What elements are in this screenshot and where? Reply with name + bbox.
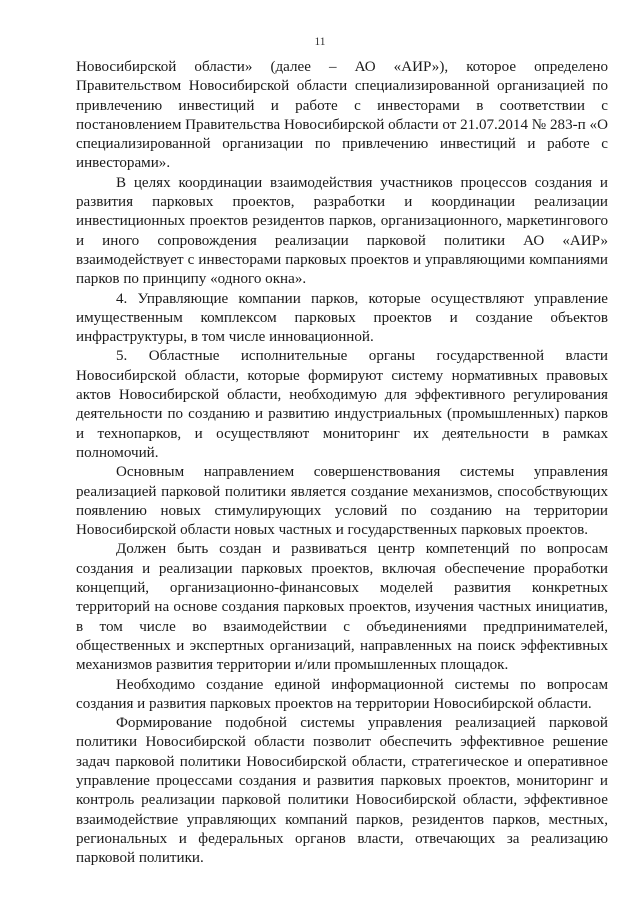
paragraph: Основным направлением совершенствования системы управления реализацией парковой политики является создание механизмов, способствующих появлению новых стимулирующих условий по созданию на территории Новосибирской области новых частных и государственных парковых проектов. <box>76 464 608 539</box>
paragraph: Новосибирской области» (далее – АО «АИР»), которое определено Правительством Новосибирской области специализированной организацией по привлечению инвестиций и работе с инвесторами в соответствии с постановлением Правительства Новосибирской области от 21.07.2014 № 283-п «О специализированной организации по привлечению инвестиций и работе с инвесторами». <box>76 59 608 172</box>
paragraph: Необходимо создание единой информационной системы по вопросам создания и развития парковых проектов на территории Новосибирской области. <box>76 676 608 712</box>
paragraph: Должен быть создан и развиваться центр компетенций по вопросам создания и реализации парковых проектов, включая обеспечение проработки концепций, организационно-финансовых моделей развития конкретных территорий на основе создания парковых проектов, изучения частных инициатив, в том числе во взаимодействии с объединениями предпринимателей, общественных и экспертных организаций, направленных на поиск эффективных механизмов развития территории и/или промышленных площадок. <box>76 541 608 674</box>
paragraph: 5. Областные исполнительные органы государственной власти Новосибирской области, которые формируют систему нормативных правовых актов Новосибирской области, необходимую для эффективного регулирования деятельности по созданию и развитию индустриальных (промышленных) парков и технопарков, и осуществляют мониторинг их деятельности в рамках полномочий. <box>76 348 608 461</box>
paragraph: 4. Управляющие компании парков, которые осуществляют управление имущественным комплексом парковых проектов и создание объектов инфраструктуры, в том числе инновационной. <box>76 290 608 346</box>
paragraph: В целях координации взаимодействия участников процессов создания и развития парковых проектов, разработки и координации реализации инвестиционных проектов резидентов парков, организационного, маркетингового и иного сопровождения реализации парковой политики АО «АИР» взаимодействует с инвесторами парковых проектов и управляющими компаниями парков по принципу «одного окна». <box>76 174 608 288</box>
paragraph: Формирование подобной системы управления реализацией парковой политики Новосибирской области позволит обеспечить эффективное решение задач парковой политики Новосибирской области, стратегическое и оперативное управление процессами создания и развития парковых проектов, мониторинг и контроль реализации парковой политики Новосибирской области, эффективное взаимодействие управляющих компаний парков, резидентов парков, местных, региональных и федеральных органов власти, отвечающих за реализацию парковой политики. <box>76 715 608 867</box>
page-number: 11 <box>314 36 326 48</box>
document-body <box>76 58 608 868</box>
